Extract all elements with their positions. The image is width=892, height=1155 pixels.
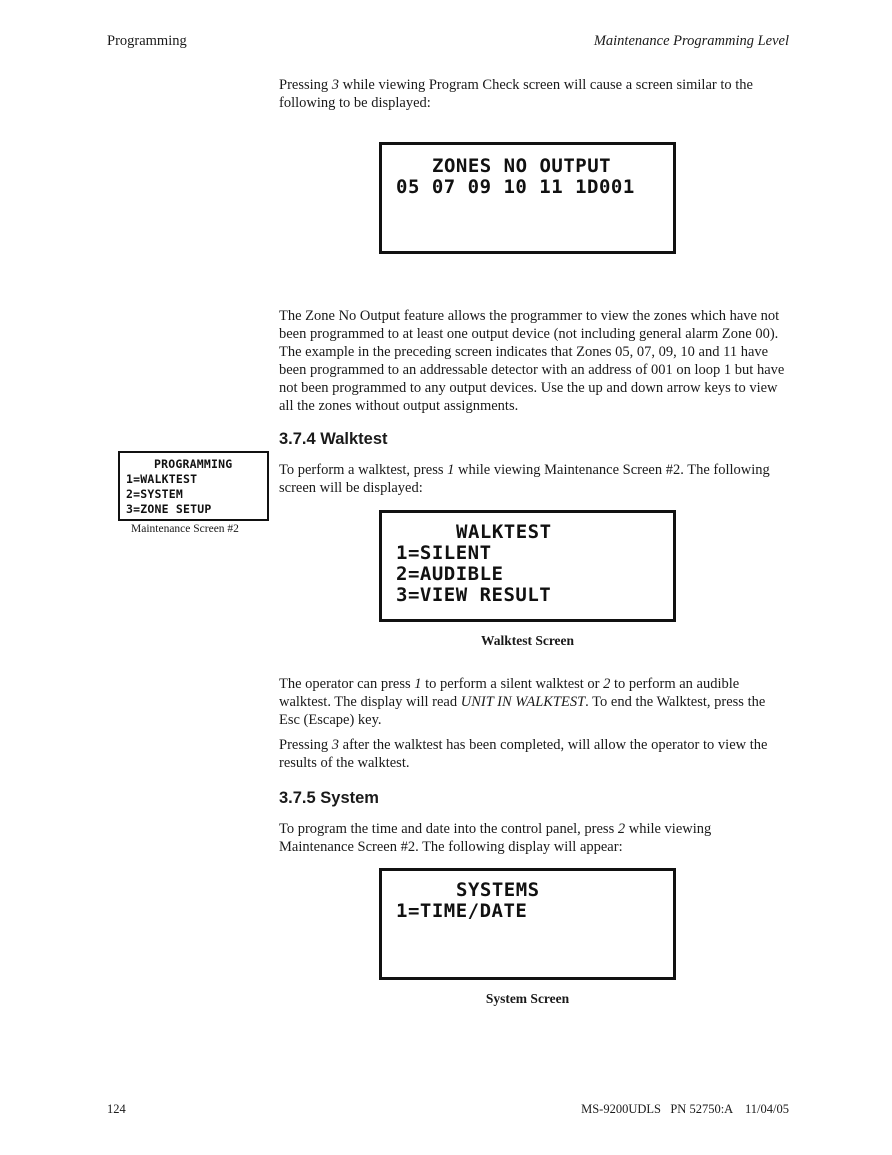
- intro-paragraph: [279, 76, 789, 112]
- system-screen-caption: System Screen: [485, 991, 570, 1006]
- operator-display-message: UNIT IN WALKTEST: [460, 694, 586, 710]
- walktest-key: 1: [447, 462, 455, 478]
- document-id: MS-9200UDLS PN 52750:A 11/04/05: [581, 1102, 789, 1116]
- results-key: 3: [331, 737, 340, 753]
- walktest-screen-line-2: 1=SILENT: [396, 542, 492, 564]
- zones-screen-line-1: ZONES NO OUTPUT: [432, 155, 612, 177]
- system-text-post: while viewing Maintenance Screen #2. The following display will appear:: [279, 821, 712, 855]
- walktest-paragraph: [279, 461, 789, 497]
- maintenance-screen-line-3: 2=SYSTEM: [126, 487, 183, 501]
- walktest-text-post: while viewing Maintenance Screen #2. The following screen will be displayed:: [279, 462, 770, 496]
- operator-key-1: 1: [414, 676, 422, 692]
- maintenance-screen-2: [118, 451, 269, 521]
- header-chapter-title: Maintenance Programming Level: [593, 33, 789, 49]
- system-screen: [379, 868, 676, 980]
- intro-text-pre: Pressing: [279, 77, 332, 93]
- maintenance-screen-2-caption: Maintenance Screen #2: [131, 523, 239, 535]
- walktest-screen-line-4: 3=VIEW RESULT: [396, 584, 552, 606]
- operator-text-2: to perform a silent walktest or: [421, 676, 604, 692]
- maintenance-screen-line-2: 1=WALKTEST: [126, 472, 198, 486]
- zone-no-output-paragraph: The Zone No Output feature allows the programmer to view the zones which have not been programmed to at least one output device (not including general alarm Zone 00). The example in the preceding screen indicates that Zones 05, 07, 09, 10 and 11 have been programmed to an addressable detector with an address of 001 on loop 1 but have not been programmed to any output devices. Use the up and down arrow keys to view all the zones without output assignments.: [279, 308, 785, 414]
- results-text-pre: Pressing: [279, 737, 332, 753]
- zones-screen-line-2: 05 07 09 10 11 1D001: [396, 176, 635, 198]
- operator-text-3: to perform an audible walktest. The display will read: [279, 676, 740, 710]
- operator-text-4: . To end the Walktest, press the Esc (Escape) key.: [279, 694, 766, 728]
- system-screen-line-1: SYSTEMS: [456, 879, 540, 901]
- intro-text-post: while viewing Program Check screen will cause a screen similar to the following to be displayed:: [279, 77, 753, 111]
- walktest-heading: 3.7.4 Walktest: [279, 430, 388, 448]
- operator-text-1: The operator can press: [279, 676, 415, 692]
- results-text-post: after the walktest has been completed, will allow the operator to view the results of the walktest.: [279, 737, 768, 771]
- system-screen-line-2: 1=TIME/DATE: [396, 900, 528, 922]
- walktest-screen-line-3: 2=AUDIBLE: [396, 563, 504, 585]
- operator-key-2: 2: [603, 676, 611, 692]
- system-key: 2: [617, 821, 626, 837]
- intro-key: 3: [331, 77, 340, 93]
- walktest-screen-caption: Walktest Screen: [480, 633, 575, 648]
- system-heading: 3.7.5 System: [279, 789, 379, 807]
- walktest-screen-line-1: WALKTEST: [456, 521, 552, 543]
- system-text-pre: To program the time and date into the control panel, press: [279, 821, 618, 837]
- maintenance-screen-line-1: PROGRAMMING: [154, 457, 233, 471]
- page-number: 124: [107, 1102, 126, 1116]
- maintenance-screen-line-4: 3=ZONE SETUP: [126, 502, 212, 516]
- results-paragraph: [279, 736, 789, 772]
- zones-no-output-screen: [379, 142, 676, 254]
- walktest-text-pre: To perform a walktest, press: [279, 462, 448, 478]
- operator-paragraph: [279, 675, 789, 729]
- system-paragraph: [279, 820, 789, 856]
- walktest-screen: [379, 510, 676, 622]
- header-section-title: Programming: [107, 33, 187, 49]
